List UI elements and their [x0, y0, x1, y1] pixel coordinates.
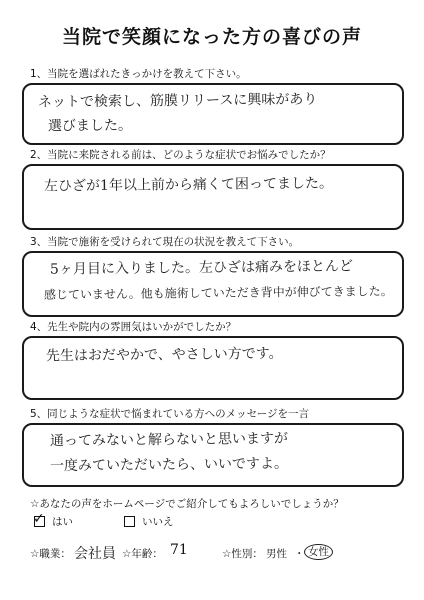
page-title: 当院で笑顔になった方の喜びの声 [61, 26, 362, 48]
gender-separator: ・ [294, 548, 305, 560]
consent-question: ☆あなたの声をホームページでご紹介してもよろしいでしょうか？ [30, 498, 344, 510]
answer-box-4 [22, 336, 404, 400]
answer-3-line-1: 5ヶ月目に入りました。左ひざは痛みをほとんど [49, 258, 353, 278]
gender-label: ☆性別： [222, 548, 263, 560]
question-4-label: 4、先生や院内の雰囲気はいかがでしたか？ [30, 321, 237, 333]
answer-box-1 [22, 83, 404, 145]
answer-2-line-1: 左ひざが1年以上前から痛くて困ってました。 [43, 175, 333, 195]
answer-1-line-1: ネットで検索し、筋膜リリースに興味があり [37, 91, 318, 111]
answer-4-line-1: 先生はおだやかで、やさしい方です。 [45, 345, 283, 365]
answer-5-line-1: 通ってみないと解らないと思いますが [49, 430, 289, 450]
gender-female-option [304, 544, 333, 560]
check-mark-icon: ✓ [33, 511, 45, 527]
question-5-label: 5、同じような症状で悩まれている方へのメッセージを一言 [30, 408, 310, 420]
gender-female-circled: 女性 [304, 544, 333, 560]
answer-5-line-2: 一度みていただいたら、いいですよ。 [49, 455, 289, 475]
age-value: 71 [170, 542, 188, 558]
question-3-label: 3、当院で施術を受けられて現在の状況を教えて下さい。 [30, 236, 300, 248]
gender-male-option: 男性 [266, 548, 287, 560]
occupation-value: 会社員 [74, 546, 116, 562]
answer-3-line-2: 感じていません。他も施術していただき背中が伸びてきました。 [43, 284, 393, 302]
answer-box-2 [22, 164, 404, 230]
answer-1-line-2: 選びました。 [47, 117, 133, 135]
consent-no-label: いいえ [142, 516, 174, 528]
question-2-label: 2、当院に来院される前は、どのような症状でお悩みでしたか？ [30, 149, 331, 161]
occupation-label: ☆職業： [30, 548, 71, 560]
answer-box-3 [22, 251, 404, 317]
question-1-label: 1、当院を選ばれたきっかけを教えて下さい。 [30, 68, 247, 80]
consent-yes-checkbox[interactable] [33, 511, 45, 527]
answer-box-5 [22, 423, 404, 487]
consent-yes-label: はい [52, 516, 73, 528]
consent-no-checkbox[interactable] [124, 516, 135, 527]
age-label: ☆年齢： [122, 548, 163, 560]
